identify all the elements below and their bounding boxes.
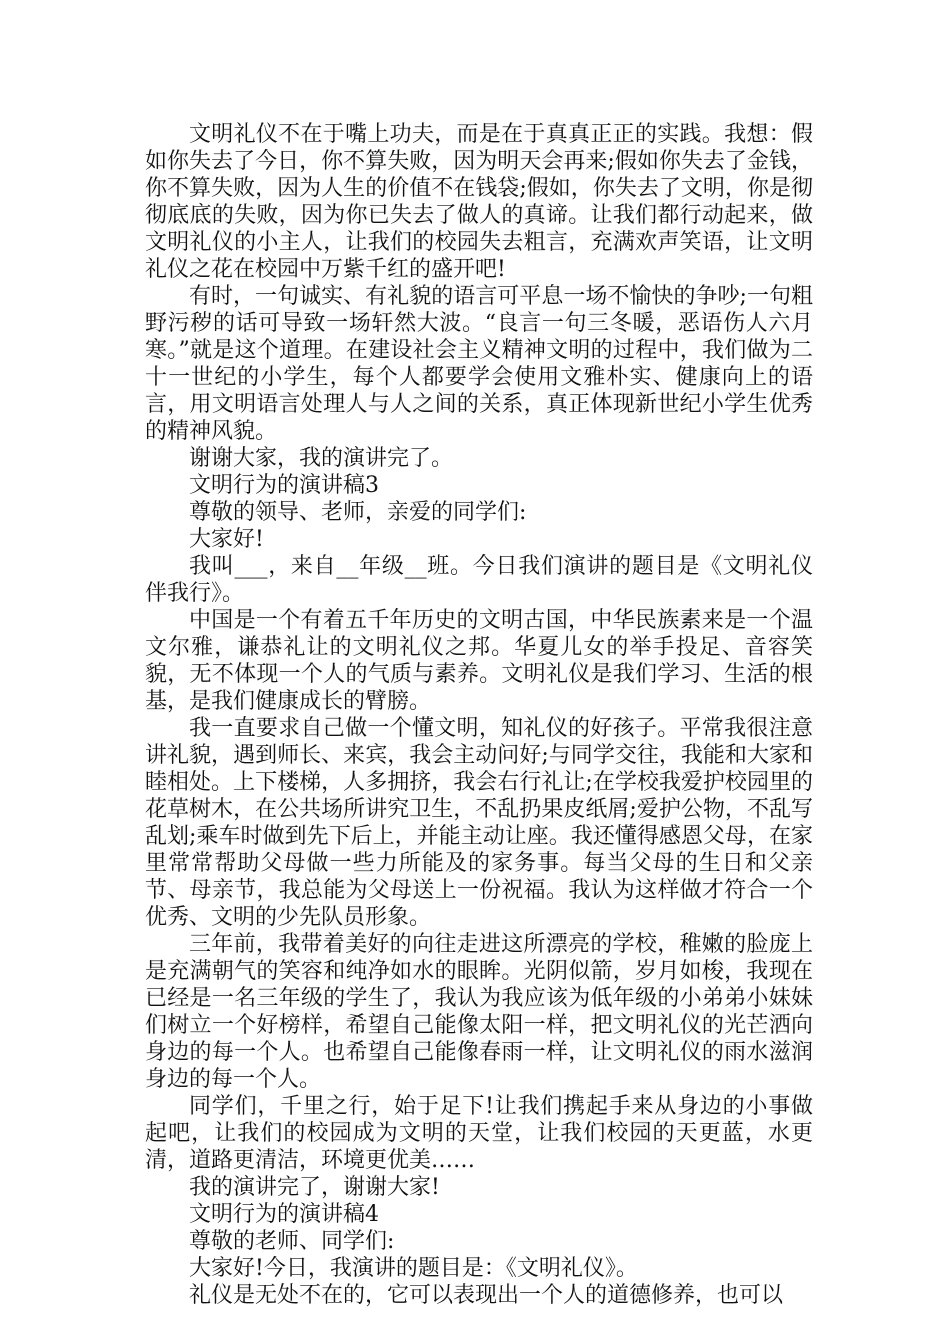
paragraph-7: 我叫___，来自__年级__班。今日我们演讲的题目是《文明礼仪伴我行》。 — [145, 554, 813, 606]
paragraph-16: 礼仪是无处不在的，它可以表现出一个人的道德修养，也可以 — [189, 1283, 784, 1308]
speech-3-heading: 文明行为的演讲稿3 — [189, 473, 379, 498]
paragraph-1: 文明礼仪不在于嘴上功夫，而是在于真真正正的实践。我想：假如你失去了今日，你不算失败，因为明天会再来;假如你失去了金钱，你不算失败，因为人生的价值不在钱袋;假如，你失去了文明，你是彻彻底底的失败，因为你已失去了做人的真谛。让我们都行动起来，做文明礼仪的小主人，让我们的校园失去粗言，充满欢声笑语，让文明礼仪之花在校园中万紫千红的盛开吧! — [145, 122, 813, 282]
intro-line: 大家好!今日，我演讲的题目是：《文明礼仪》。 — [189, 1256, 638, 1281]
hello-line: 大家好! — [189, 527, 264, 552]
paragraph-11: 同学们，千里之行，始于足下!让我们携起手来从身边的小事做起吧，让我们的校园成为文明的天堂，让我们校园的天更蓝，水更清，道路更清洁，环境更优美…… — [145, 1094, 813, 1173]
paragraph-10: 三年前，我带着美好的向往走进这所漂亮的学校，稚嫩的脸庞上是充满朝气的笑容和纯净如水的眼眸。光阴似箭，岁月如梭，我现在已经是一名三年级的学生了，我认为我应该为低年级的小弟弟小妹妹们树立一个好榜样，希望自己能像太阳一样，把文明礼仪的光芒洒向身边的每一个人。也希望自己能像春雨一样，让文明礼仪的雨水滋润身边的每一个人。 — [145, 932, 813, 1092]
paragraph-8: 中国是一个有着五千年历史的文明古国，中华民族素来是一个温文尔雅，谦恭礼让的文明礼仪之邦。华夏儿女的举手投足、音容笑貌，无不体现一个人的气质与素养。文明礼仪是我们学习、生活的根基，是我们健康成长的臂膀。 — [145, 608, 813, 714]
paragraph-3: 谢谢大家，我的演讲完了。 — [189, 446, 454, 471]
greeting-line: 尊敬的领导、老师，亲爱的同学们: — [189, 500, 527, 525]
document-body — [145, 121, 813, 1309]
speech-4-heading: 文明行为的演讲稿4 — [189, 1202, 379, 1227]
closing-line: 我的演讲完了，谢谢大家! — [189, 1175, 440, 1200]
paragraph-9: 我一直要求自己做一个懂文明，知礼仪的好孩子。平常我很注意讲礼貌，遇到师长、来宾，我会主动问好;与同学交往，我能和大家和睦相处。上下楼梯，人多拥挤，我会右行礼让;在学校我爱护校园里的花草树木，在公共场所讲究卫生，不乱扔果皮纸屑;爱护公物，不乱写乱划;乘车时做到先下后上，并能主动让座。我还懂得感恩父母，在家里常常帮助父母做一些力所能及的家务事。每当父母的生日和父亲节、母亲节，我总能为父母送上一份祝福。我认为这样做才符合一个优秀、文明的少先队员形象。 — [145, 716, 813, 930]
greeting-line-2: 尊敬的老师、同学们: — [189, 1229, 395, 1254]
paragraph-2: 有时，一句诚实、有礼貌的语言可平息一场不愉快的争吵;一句粗野污秽的话可导致一场轩然大波。“良言一句三冬暖，恶语伤人六月寒。”就是这个道理。在建设社会主义精神文明的过程中，我们做为二十一世纪的小学生，每个人都要学会使用文雅朴实、健康向上的语言，用文明语言处理人与人之间的关系，真正体现新世纪小学生优秀的精神风貌。 — [145, 284, 813, 444]
